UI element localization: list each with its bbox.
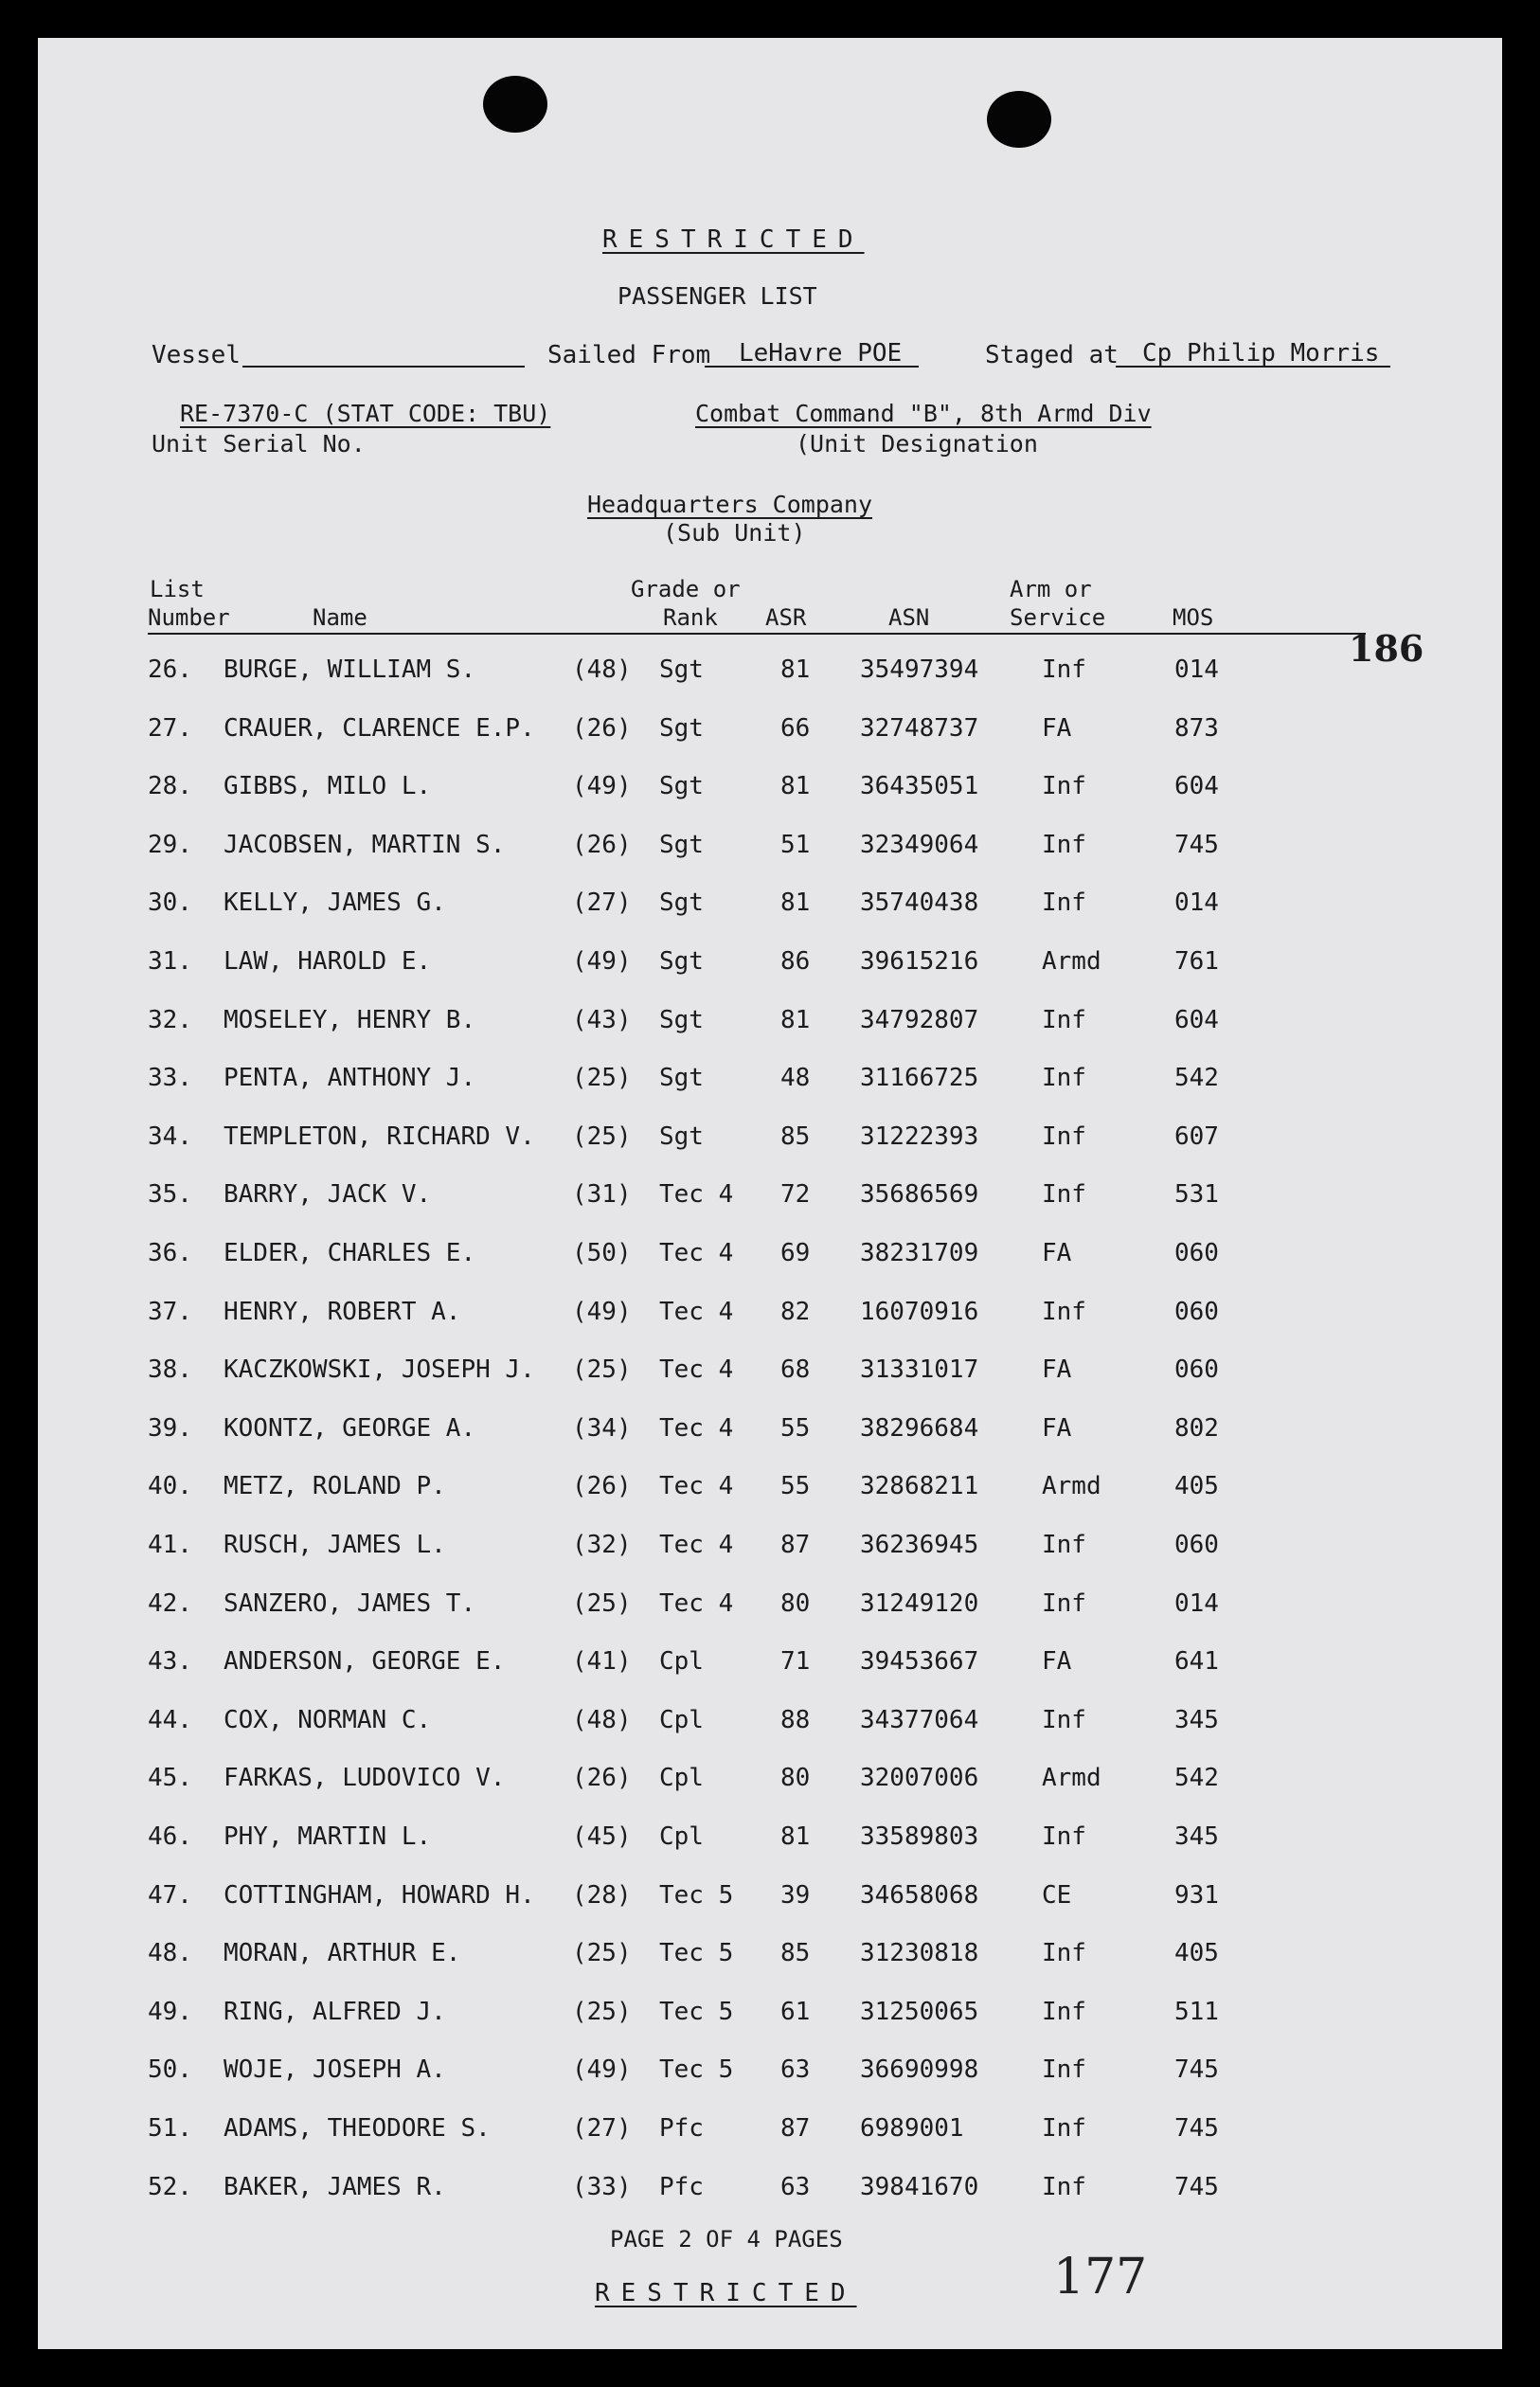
- grade-rank: Pfc: [659, 2114, 704, 2143]
- passenger-name: KELLY, JAMES G.: [224, 888, 446, 917]
- mos-code: 014: [1174, 888, 1219, 917]
- passenger-age: (48): [572, 1706, 632, 1734]
- army-serial-number: 34658068: [860, 1881, 979, 1910]
- passenger-name: ELDER, CHARLES E.: [224, 1239, 476, 1267]
- table-row: [38, 714, 1502, 773]
- mos-code: 931: [1174, 1881, 1219, 1910]
- unit-designation-value: Combat Command "B", 8th Armd Div: [695, 400, 1152, 427]
- arm-or-service: Inf: [1042, 888, 1086, 917]
- col-list-number-bottom: Number: [148, 604, 230, 631]
- grade-rank: Sgt: [659, 888, 704, 917]
- passenger-name: GIBBS, MILO L.: [224, 772, 432, 800]
- header-rule: [148, 633, 1366, 635]
- col-asr: ASR: [765, 604, 807, 631]
- mos-code: 745: [1174, 2055, 1219, 2084]
- row-number: 36.: [148, 1239, 192, 1267]
- passenger-age: (27): [572, 888, 632, 917]
- table-row: [38, 1414, 1502, 1473]
- grade-rank: Sgt: [659, 1122, 704, 1151]
- passenger-age: (28): [572, 1881, 632, 1910]
- table-row: [38, 2055, 1502, 2114]
- grade-rank: Tec 5: [659, 2055, 734, 2084]
- row-number: 28.: [148, 772, 192, 800]
- passenger-name: JACOBSEN, MARTIN S.: [224, 831, 506, 859]
- vessel-label: Vessel: [152, 341, 241, 369]
- unit-designation-label: (Unit Designation: [796, 430, 1038, 458]
- grade-rank: Tec 4: [659, 1414, 734, 1443]
- arm-or-service: Inf: [1042, 1998, 1086, 2026]
- passenger-age: (50): [572, 1239, 632, 1267]
- grade-rank: Tec 4: [659, 1531, 734, 1559]
- arm-or-service: Armd: [1042, 1764, 1101, 1792]
- passenger-name: ANDERSON, GEORGE E.: [224, 1647, 506, 1676]
- table-row: [38, 1589, 1502, 1648]
- army-serial-number: 36236945: [860, 1531, 979, 1559]
- col-name: Name: [313, 604, 367, 631]
- passenger-age: (25): [572, 1939, 632, 1967]
- passenger-name: RING, ALFRED J.: [224, 1998, 446, 2026]
- asr-score: 66: [780, 714, 811, 743]
- table-row: [38, 1006, 1502, 1065]
- asr-score: 82: [780, 1298, 811, 1326]
- grade-rank: Tec 5: [659, 1881, 734, 1910]
- grade-rank: Sgt: [659, 714, 704, 743]
- passenger-age: (32): [572, 1531, 632, 1559]
- passenger-name: SANZERO, JAMES T.: [224, 1589, 476, 1618]
- passenger-name: MORAN, ARTHUR E.: [224, 1939, 461, 1967]
- army-serial-number: 32868211: [860, 1472, 979, 1500]
- mos-code: 542: [1174, 1764, 1219, 1792]
- passenger-name: FARKAS, LUDOVICO V.: [224, 1764, 506, 1792]
- document-page: [38, 38, 1502, 2349]
- arm-or-service: Inf: [1042, 655, 1086, 684]
- asr-score: 55: [780, 1472, 811, 1500]
- grade-rank: Tec 5: [659, 1998, 734, 2026]
- row-number: 31.: [148, 947, 192, 976]
- asr-score: 81: [780, 655, 811, 684]
- asr-score: 87: [780, 2114, 811, 2143]
- classification-bottom: RESTRICTED: [595, 2279, 857, 2307]
- table-row: [38, 831, 1502, 889]
- arm-or-service: FA: [1042, 1239, 1072, 1267]
- staged-at-value: Cp Philip Morris: [1142, 339, 1380, 368]
- asr-score: 80: [780, 1589, 811, 1618]
- mos-code: 511: [1174, 1998, 1219, 2026]
- passenger-age: (25): [572, 1064, 632, 1092]
- asr-score: 81: [780, 772, 811, 800]
- arm-or-service: Inf: [1042, 1706, 1086, 1734]
- passenger-age: (49): [572, 772, 632, 800]
- grade-rank: Tec 4: [659, 1472, 734, 1500]
- army-serial-number: 36690998: [860, 2055, 979, 2084]
- asr-score: 39: [780, 1881, 811, 1910]
- row-number: 39.: [148, 1414, 192, 1443]
- grade-rank: Sgt: [659, 831, 704, 859]
- army-serial-number: 35686569: [860, 1180, 979, 1209]
- col-grade-top: Grade or: [631, 576, 741, 602]
- passenger-name: KACZKOWSKI, JOSEPH J.: [224, 1355, 535, 1384]
- grade-rank: Cpl: [659, 1706, 704, 1734]
- row-number: 42.: [148, 1589, 192, 1618]
- arm-or-service: Inf: [1042, 2055, 1086, 2084]
- row-number: 30.: [148, 888, 192, 917]
- asr-score: 86: [780, 947, 811, 976]
- punch-hole-right: [987, 91, 1051, 148]
- table-row: [38, 1822, 1502, 1881]
- passenger-name: COX, NORMAN C.: [224, 1706, 432, 1734]
- army-serial-number: 16070916: [860, 1298, 979, 1326]
- margin-stamp-number: 186: [1349, 627, 1424, 670]
- passenger-age: (43): [572, 1006, 632, 1034]
- vessel-blank-line: [242, 366, 525, 368]
- arm-or-service: FA: [1042, 1355, 1072, 1384]
- asr-score: 68: [780, 1355, 811, 1384]
- asr-score: 85: [780, 1122, 811, 1151]
- handwritten-page-number: 177: [1053, 2249, 1148, 2306]
- army-serial-number: 31331017: [860, 1355, 979, 1384]
- arm-or-service: Inf: [1042, 1064, 1086, 1092]
- arm-or-service: FA: [1042, 1647, 1072, 1676]
- grade-rank: Sgt: [659, 1006, 704, 1034]
- grade-rank: Sgt: [659, 655, 704, 684]
- row-number: 43.: [148, 1647, 192, 1676]
- row-number: 33.: [148, 1064, 192, 1092]
- sub-unit-value: Headquarters Company: [587, 491, 873, 518]
- passenger-name: CRAUER, CLARENCE E.P.: [224, 714, 535, 743]
- table-row: [38, 1180, 1502, 1239]
- army-serial-number: 34792807: [860, 1006, 979, 1034]
- asr-score: 63: [780, 2173, 811, 2201]
- staged-at-label: Staged at: [985, 341, 1119, 369]
- passenger-age: (25): [572, 1589, 632, 1618]
- table-row: [38, 772, 1502, 831]
- passenger-age: (25): [572, 1355, 632, 1384]
- passenger-name: ADAMS, THEODORE S.: [224, 2114, 491, 2143]
- army-serial-number: 31166725: [860, 1064, 979, 1092]
- row-number: 38.: [148, 1355, 192, 1384]
- row-number: 27.: [148, 714, 192, 743]
- arm-or-service: Armd: [1042, 1472, 1101, 1500]
- table-row: [38, 1239, 1502, 1298]
- grade-rank: Cpl: [659, 1647, 704, 1676]
- army-serial-number: 31230818: [860, 1939, 979, 1967]
- table-row: [38, 1122, 1502, 1181]
- asr-score: 72: [780, 1180, 811, 1209]
- army-serial-number: 32748737: [860, 714, 979, 743]
- table-row: [38, 655, 1502, 714]
- grade-rank: Pfc: [659, 2173, 704, 2201]
- row-number: 45.: [148, 1764, 192, 1792]
- passenger-name: PHY, MARTIN L.: [224, 1822, 432, 1851]
- mos-code: 745: [1174, 2173, 1219, 2201]
- col-arm-bottom: Service: [1010, 604, 1106, 631]
- mos-code: 345: [1174, 1706, 1219, 1734]
- passenger-name: RUSCH, JAMES L.: [224, 1531, 446, 1559]
- staged-at-line: [1116, 366, 1390, 368]
- passenger-age: (45): [572, 1822, 632, 1851]
- row-number: 35.: [148, 1180, 192, 1209]
- arm-or-service: Inf: [1042, 2114, 1086, 2143]
- mos-code: 745: [1174, 831, 1219, 859]
- table-row: [38, 1472, 1502, 1531]
- mos-code: 531: [1174, 1180, 1219, 1209]
- arm-or-service: Inf: [1042, 1531, 1086, 1559]
- army-serial-number: 33589803: [860, 1822, 979, 1851]
- arm-or-service: Inf: [1042, 772, 1086, 800]
- army-serial-number: 32349064: [860, 831, 979, 859]
- army-serial-number: 39453667: [860, 1647, 979, 1676]
- mos-code: 060: [1174, 1298, 1219, 1326]
- grade-rank: Tec 4: [659, 1298, 734, 1326]
- passenger-age: (33): [572, 2173, 632, 2201]
- passenger-name: TEMPLETON, RICHARD V.: [224, 1122, 535, 1151]
- mos-code: 542: [1174, 1064, 1219, 1092]
- passenger-age: (49): [572, 2055, 632, 2084]
- passenger-name: BAKER, JAMES R.: [224, 2173, 446, 2201]
- mos-code: 060: [1174, 1355, 1219, 1384]
- passenger-age: (49): [572, 947, 632, 976]
- asr-score: 51: [780, 831, 811, 859]
- table-row: [38, 888, 1502, 947]
- mos-code: 641: [1174, 1647, 1219, 1676]
- arm-or-service: Inf: [1042, 1939, 1086, 1967]
- row-number: 47.: [148, 1881, 192, 1910]
- table-row: [38, 1939, 1502, 1998]
- asr-score: 55: [780, 1414, 811, 1443]
- arm-or-service: Inf: [1042, 1006, 1086, 1034]
- army-serial-number: 34377064: [860, 1706, 979, 1734]
- grade-rank: Tec 4: [659, 1239, 734, 1267]
- army-serial-number: 38296684: [860, 1414, 979, 1443]
- arm-or-service: Inf: [1042, 831, 1086, 859]
- asr-score: 69: [780, 1239, 811, 1267]
- row-number: 48.: [148, 1939, 192, 1967]
- document-title: PASSENGER LIST: [618, 282, 817, 310]
- classification-top: RESTRICTED: [602, 225, 865, 254]
- unit-serial-value: RE-7370-C (STAT CODE: TBU): [180, 400, 551, 427]
- grade-rank: Cpl: [659, 1822, 704, 1851]
- mos-code: 745: [1174, 2114, 1219, 2143]
- mos-code: 802: [1174, 1414, 1219, 1443]
- army-serial-number: 36435051: [860, 772, 979, 800]
- mos-code: 405: [1174, 1939, 1219, 1967]
- asr-score: 61: [780, 1998, 811, 2026]
- row-number: 37.: [148, 1298, 192, 1326]
- mos-code: 405: [1174, 1472, 1219, 1500]
- army-serial-number: 31222393: [860, 1122, 979, 1151]
- table-row: [38, 947, 1502, 1006]
- col-list-number-top: List: [150, 576, 205, 602]
- asr-score: 71: [780, 1647, 811, 1676]
- table-row: [38, 1298, 1502, 1356]
- row-number: 51.: [148, 2114, 192, 2143]
- passenger-name: BURGE, WILLIAM S.: [224, 655, 476, 684]
- mos-code: 604: [1174, 772, 1219, 800]
- grade-rank: Cpl: [659, 1764, 704, 1792]
- row-number: 32.: [148, 1006, 192, 1034]
- table-row: [38, 2114, 1502, 2173]
- grade-rank: Sgt: [659, 1064, 704, 1092]
- grade-rank: Sgt: [659, 947, 704, 976]
- army-serial-number: 38231709: [860, 1239, 979, 1267]
- sailed-from-line: [705, 366, 919, 368]
- asr-score: 48: [780, 1064, 811, 1092]
- passenger-name: KOONTZ, GEORGE A.: [224, 1414, 476, 1443]
- col-mos: MOS: [1173, 604, 1214, 631]
- grade-rank: Tec 4: [659, 1180, 734, 1209]
- army-serial-number: 35497394: [860, 655, 979, 684]
- mos-code: 761: [1174, 947, 1219, 976]
- row-number: 52.: [148, 2173, 192, 2201]
- asr-score: 81: [780, 1006, 811, 1034]
- arm-or-service: Inf: [1042, 1589, 1086, 1618]
- page-indicator: PAGE 2 OF 4 PAGES: [610, 2226, 843, 2252]
- table-row: [38, 1355, 1502, 1414]
- army-serial-number: 35740438: [860, 888, 979, 917]
- asr-score: 85: [780, 1939, 811, 1967]
- passenger-name: MOSELEY, HENRY B.: [224, 1006, 476, 1034]
- passenger-age: (26): [572, 831, 632, 859]
- passenger-age: (25): [572, 1998, 632, 2026]
- passenger-age: (31): [572, 1180, 632, 1209]
- table-row: [38, 1764, 1502, 1822]
- asr-score: 80: [780, 1764, 811, 1792]
- row-number: 50.: [148, 2055, 192, 2084]
- passenger-name: PENTA, ANTHONY J.: [224, 1064, 476, 1092]
- arm-or-service: FA: [1042, 1414, 1072, 1443]
- asr-score: 87: [780, 1531, 811, 1559]
- passenger-name: METZ, ROLAND P.: [224, 1472, 446, 1500]
- mos-code: 060: [1174, 1531, 1219, 1559]
- grade-rank: Tec 5: [659, 1939, 734, 1967]
- army-serial-number: 39615216: [860, 947, 979, 976]
- arm-or-service: Inf: [1042, 1822, 1086, 1851]
- army-serial-number: 31249120: [860, 1589, 979, 1618]
- table-row: [38, 1706, 1502, 1765]
- row-number: 26.: [148, 655, 192, 684]
- col-asn: ASN: [888, 604, 930, 631]
- table-row: [38, 1998, 1502, 2056]
- passenger-name: WOJE, JOSEPH A.: [224, 2055, 446, 2084]
- arm-or-service: CE: [1042, 1881, 1072, 1910]
- army-serial-number: 39841670: [860, 2173, 979, 2201]
- passenger-age: (27): [572, 2114, 632, 2143]
- row-number: 41.: [148, 1531, 192, 1559]
- asr-score: 81: [780, 888, 811, 917]
- passenger-age: (26): [572, 1472, 632, 1500]
- passenger-age: (49): [572, 1298, 632, 1326]
- passenger-name: HENRY, ROBERT A.: [224, 1298, 461, 1326]
- grade-rank: Tec 4: [659, 1355, 734, 1384]
- arm-or-service: FA: [1042, 714, 1072, 743]
- passenger-age: (26): [572, 1764, 632, 1792]
- table-row: [38, 2173, 1502, 2232]
- asr-score: 81: [780, 1822, 811, 1851]
- row-number: 46.: [148, 1822, 192, 1851]
- arm-or-service: Armd: [1042, 947, 1101, 976]
- table-row: [38, 1647, 1502, 1706]
- asr-score: 63: [780, 2055, 811, 2084]
- army-serial-number: 32007006: [860, 1764, 979, 1792]
- table-row: [38, 1531, 1502, 1589]
- row-number: 40.: [148, 1472, 192, 1500]
- passenger-name: LAW, HAROLD E.: [224, 947, 432, 976]
- sailed-from-value: LeHavre POE: [739, 339, 903, 368]
- punch-hole-left: [483, 76, 547, 133]
- sailed-from-label: Sailed From: [547, 341, 711, 369]
- col-grade-bottom: Rank: [663, 604, 718, 631]
- army-serial-number: 31250065: [860, 1998, 979, 2026]
- unit-serial-label: Unit Serial No.: [152, 430, 366, 458]
- row-number: 49.: [148, 1998, 192, 2026]
- passenger-age: (25): [572, 1122, 632, 1151]
- arm-or-service: Inf: [1042, 1180, 1086, 1209]
- mos-code: 873: [1174, 714, 1219, 743]
- arm-or-service: Inf: [1042, 1298, 1086, 1326]
- passenger-age: (41): [572, 1647, 632, 1676]
- sub-unit-label: (Sub Unit): [663, 519, 806, 547]
- army-serial-number: 6989001: [860, 2114, 964, 2143]
- mos-code: 345: [1174, 1822, 1219, 1851]
- passenger-age: (26): [572, 714, 632, 743]
- col-arm-top: Arm or: [1010, 576, 1092, 602]
- mos-code: 060: [1174, 1239, 1219, 1267]
- table-row: [38, 1881, 1502, 1940]
- passenger-name: BARRY, JACK V.: [224, 1180, 432, 1209]
- mos-code: 014: [1174, 655, 1219, 684]
- grade-rank: Tec 4: [659, 1589, 734, 1618]
- mos-code: 607: [1174, 1122, 1219, 1151]
- arm-or-service: Inf: [1042, 2173, 1086, 2201]
- row-number: 44.: [148, 1706, 192, 1734]
- passenger-age: (34): [572, 1414, 632, 1443]
- arm-or-service: Inf: [1042, 1122, 1086, 1151]
- passenger-age: (48): [572, 655, 632, 684]
- table-row: [38, 1064, 1502, 1122]
- row-number: 29.: [148, 831, 192, 859]
- mos-code: 014: [1174, 1589, 1219, 1618]
- asr-score: 88: [780, 1706, 811, 1734]
- row-number: 34.: [148, 1122, 192, 1151]
- mos-code: 604: [1174, 1006, 1219, 1034]
- passenger-name: COTTINGHAM, HOWARD H.: [224, 1881, 535, 1910]
- grade-rank: Sgt: [659, 772, 704, 800]
